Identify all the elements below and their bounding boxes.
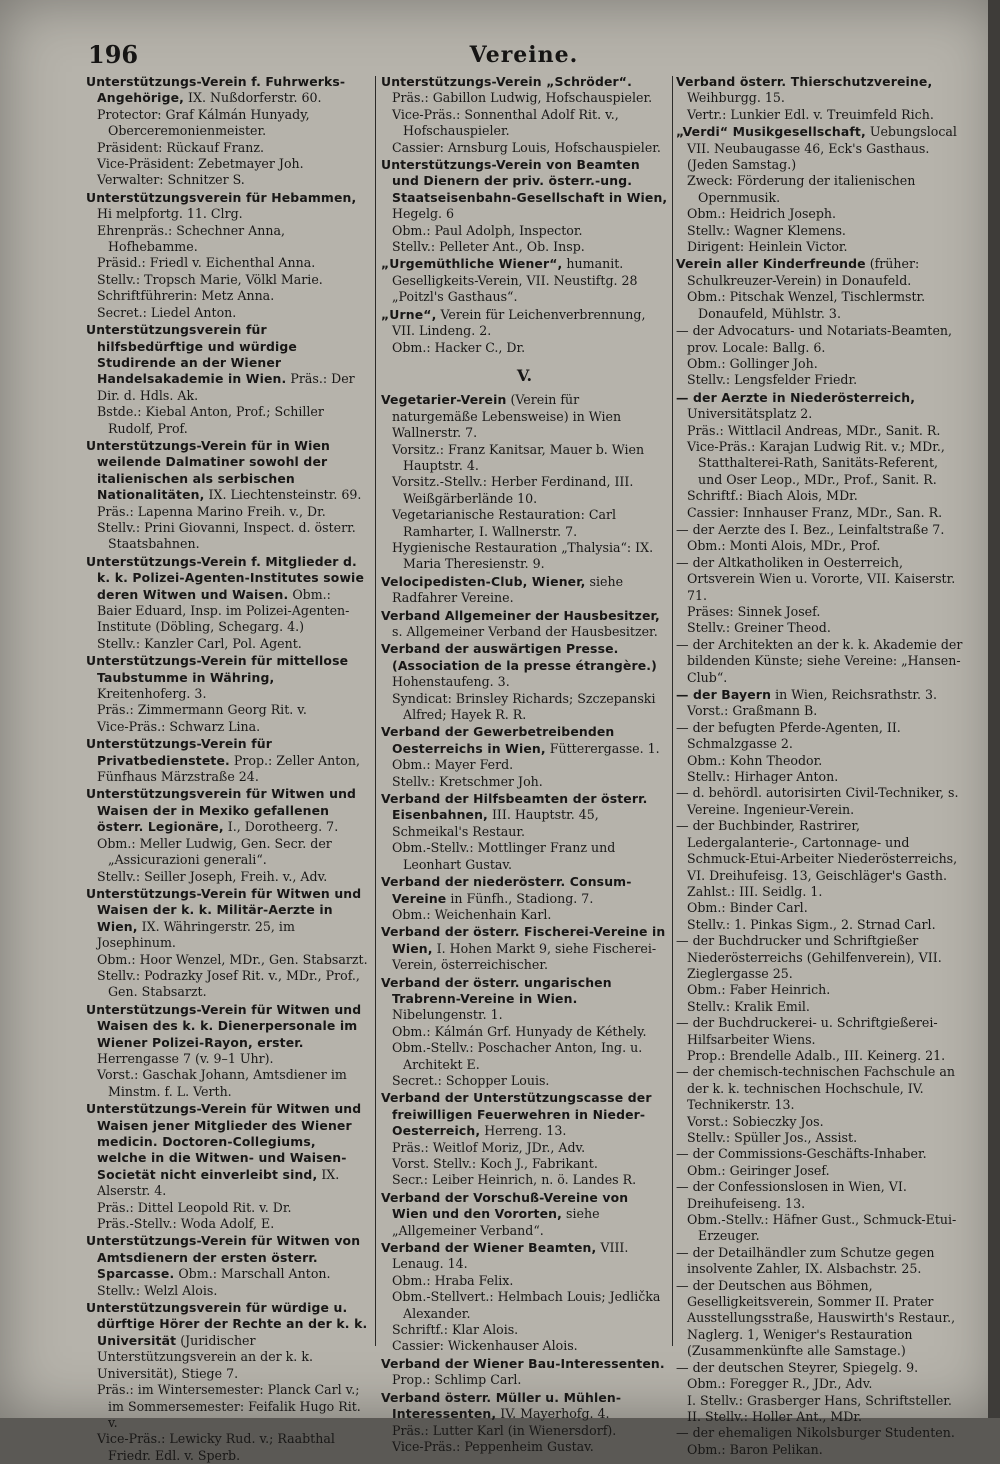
entry-line: Obm.: Foregger R., JDr., Adv. (687, 1376, 873, 1392)
entry-line: — der Confessionslosen in Wien, VI. Dreihufeiseng. 13. (676, 1179, 907, 1211)
entry-first-line (676, 390, 964, 423)
entry-line: Obm.: Meller Ludwig, Gen. Secr. der „Assicurazioni generali“. (97, 835, 332, 868)
entry-line: Fütterergasse. 1. (549, 740, 660, 756)
entry-line: — der chemisch-technischen Fachschule an der k. k. technischen Hochschule, IV. Technikerstr. 13. (676, 1064, 956, 1113)
entry-line: Präs.: Weitlof Moriz, JDr., Adv. (392, 1139, 586, 1155)
entry-line: Obm.: Hoor Wenzel, MDr., Gen. Stabsarzt. (97, 951, 368, 967)
entry-line: Stellv.: Wagner Klemens. (687, 222, 846, 238)
entry-line: IX. Währingerstr. 25, im Josephinum. (97, 918, 295, 951)
entry-line: Obm.: Pitschak Wenzel, Tischlermstr. Donaufeld, Mühlstr. 3. (687, 289, 926, 321)
entry-title: Vegetarier-Verein (381, 392, 507, 408)
entry-line: Weihburgg. 15. (687, 90, 785, 106)
directory-entry (86, 1233, 369, 1299)
entry-line: Präs.: Zimmermann Georg Rit. v. (97, 702, 307, 718)
entry-title: Unterstützungs-Verein „Schröder“. (381, 74, 632, 89)
entry-line: IX. Nußdorferstr. 60. (188, 90, 322, 106)
entry-title: Verband der Vorschuß-Vereine von Wien und den Vororten, (381, 1189, 629, 1222)
entry-line: Ehrenpräs.: Schechner Anna, Hofhebamme. (97, 222, 286, 255)
entry-first-line (381, 157, 668, 223)
entry-line: — der Commissions-Geschäfts-Inhaber. (676, 1146, 927, 1162)
directory-entry (381, 791, 668, 873)
text-column-3 (676, 74, 964, 1457)
entry-line: Obm.-Stellv.: Häfner Gust., Schmuck-Etui-Erzeuger. (687, 1212, 957, 1244)
entry-line: (Verein für naturgemäße Lebensweise) in Wien Wallnerstr. 7. (392, 392, 622, 441)
entry-line: Nibelungenstr. 1. (392, 1007, 503, 1023)
entry-line: Vorst.: Sobieczky Jos. (687, 1113, 824, 1129)
entry-line: Obm.: Baron Pelikan. (687, 1441, 823, 1457)
entry-line: Herrengasse 7 (v. 9–1 Uhr). (97, 1050, 274, 1066)
directory-entry (381, 1090, 668, 1188)
entry-title: Verband der Wiener Bau-Interessenten. (381, 1355, 665, 1371)
entry-line: (Juridischer Unterstützungsverein an der k. k. Universität), Stiege 7. (97, 1332, 313, 1381)
entry-line: Vegetarianische Restauration: Carl Ramharter, I. Wallnerstr. 7. (392, 507, 617, 539)
entry-line: Vorsitz.-Stellv.: Herber Ferdinand, III. Weißgärberlände 10. (392, 474, 634, 506)
column-rule (375, 76, 376, 1346)
entry-line: Präses: Sinnek Josef. (687, 604, 821, 619)
entry-line: Stellv.: Welzl Alois. (97, 1282, 218, 1298)
entry-line: Obm.-Stellv.: Poschacher Anton, Ing. u. Architekt E. (392, 1040, 643, 1072)
entry-line: Präs.: Gabillon Ludwig, Hofschauspieler. (392, 90, 653, 106)
entry-title: Velocipedisten-Club, Wiener, (381, 573, 586, 589)
entry-line: Präs.-Stellv.: Woda Adolf, E. (97, 1216, 275, 1232)
entry-first-line (86, 554, 369, 636)
entry-first-line (381, 256, 668, 305)
directory-entry (676, 256, 964, 322)
directory-entry (86, 190, 369, 321)
entry-line: Secret.: Liedel Anton. (97, 304, 237, 320)
entry-first-line (381, 1356, 668, 1389)
directory-entry (381, 608, 668, 641)
page-header (88, 38, 960, 68)
directory-entry (381, 1356, 668, 1389)
entry-title: „Urne“, (381, 306, 437, 322)
entry-line: Stellv.: Hirhager Anton. (687, 769, 839, 785)
directory-entry (381, 157, 668, 255)
page-number: 196 (88, 40, 139, 69)
entry-first-line (86, 1300, 369, 1382)
entry-line: Vorsitz.: Franz Kanitsar, Mauer b. Wien Hauptstr. 4. (392, 441, 645, 473)
entry-line: Stellv.: Seiller Joseph, Freih. v., Adv. (97, 868, 328, 884)
entry-line: Verwalter: Schnitzer S. (97, 172, 245, 188)
entry-line: Vorst. Stellv.: Koch J., Fabrikant. (392, 1156, 598, 1171)
directory-entry (86, 1300, 369, 1464)
entry-title: Unterstützungs-Verein f. Fuhrwerks-Angehörige, (86, 74, 346, 106)
entry-first-line (381, 608, 668, 641)
entry-line: (früher: Schulkreuzer-Verein) in Donaufeld. (687, 256, 920, 288)
entry-line: Protector: Graf Kálmán Hunyady, Oberceremonienmeister. (97, 106, 310, 139)
directory-entry (381, 256, 668, 305)
entry-line: Obm.: Mayer Ferd. (392, 757, 514, 773)
entry-first-line (381, 724, 668, 757)
entry-line: Obm.: Weichenhain Karl. (392, 906, 552, 922)
entry-line: Obm.: Kálmán Grf. Hunyady de Kéthely. (392, 1023, 647, 1039)
entry-line: Universitätsplatz 2. (687, 406, 813, 422)
entry-line: Herreng. 13. (484, 1123, 567, 1139)
directory-entry (676, 390, 964, 521)
entry-line: Bstde.: Kiebal Anton, Prof.; Schiller Rudolf, Prof. (97, 404, 324, 436)
entry-line: Obm.: Monti Alois, MDr., Prof. (687, 538, 881, 554)
entry-line: Obm.: Marschall Anton. (178, 1266, 331, 1282)
entry-line: siehe „Allgemeiner Verband“. (392, 1206, 600, 1238)
entry-line: in Fünfh., Stadiong. 7. (450, 890, 594, 906)
entry-title: Unterstützungs-Verein für mittellose Taubstumme in Währing, (86, 653, 349, 685)
entry-line: Cassier: Arnsburg Louis, Hofschauspieler. (392, 139, 661, 155)
entry-line: Stellv.: Kretschmer Joh. (392, 773, 543, 789)
entry-line: s. Allgemeiner Verband der Hausbesitzer. (392, 624, 658, 639)
entry-line: Obm.: Binder Carl. (687, 900, 808, 916)
entry-line: IX. Alserstr. 4. (97, 1166, 340, 1199)
entry-line: humanit. Geselligkeits-Verein, VII. Neustiftg. 28 „Poitzl's Gasthaus“. (392, 256, 638, 305)
entry-line: Vorst.: Gaschak Johann, Amtsdiener im Minstm. f. L. Verth. (97, 1067, 347, 1099)
entry-line: Präsident: Rückauf Franz. (97, 139, 265, 155)
entry-first-line (676, 256, 964, 289)
entry-line: Stellv.: Pelleter Ant., Ob. Insp. (392, 239, 585, 255)
entry-line: — der Architekten an der k. k. Akademie der bildenden Künste; siehe Vereine: „Hansen-Club“. (676, 636, 963, 685)
entry-line: Obm.: Gollinger Joh. (687, 355, 818, 371)
entry-line: Zweck: Förderung der italienischen Opernmusik. (687, 173, 916, 205)
entry-title: Verein aller Kinderfreunde (676, 256, 866, 272)
entry-first-line (676, 74, 964, 107)
entry-line: Vertr.: Lunkier Edl. v. Treuimfeld Rich. (687, 106, 934, 122)
entry-title: Verband der niederösterr. Consum-Vereine (381, 874, 632, 906)
entry-line: Hi melpfortg. 11. Clrg. (97, 206, 243, 222)
entry-line: Stellv.: Lengsfelder Friedr. (687, 372, 858, 388)
entry-first-line (86, 74, 369, 107)
directory-entry (676, 522, 964, 686)
entry-line: Obm.-Stellv.: Mottlinger Franz und Leonhart Gustav. (392, 840, 616, 872)
directory-entry (86, 438, 369, 553)
entry-first-line (676, 124, 964, 173)
entry-title: — der Bayern (676, 687, 772, 703)
entry-title: Unterstützungs-Verein für Witwen und Waisen des k. k. Dienerpersonale im Wiener Polizei-Rayon, erster. (86, 1001, 362, 1050)
entry-line: I., Dorotheerg. 7. (227, 819, 339, 835)
entry-title: „Verdi“ Musikgesellschaft, (676, 124, 866, 140)
entry-line: Secr.: Leiber Heinrich, n. ö. Landes R. (392, 1172, 637, 1188)
entry-title: Verband der österr. Fischerei-Vereine in Wien, (381, 924, 666, 956)
entry-first-line (86, 190, 369, 223)
directory-entry (86, 1002, 369, 1100)
entry-first-line (381, 874, 668, 907)
entry-first-line (381, 1390, 668, 1423)
directory-entry (86, 653, 369, 735)
entry-line: siehe Radfahrer Vereine. (392, 573, 624, 606)
entry-line: — der Deutschen aus Böhmen, Geselligkeitsverein, Sommer II. Prater Ausstellungsstraße, Hauswirth's Restaur., Naglerg. 1, Weniger's Restauration (Zusammenkünfte alle Samstage.) (676, 1277, 956, 1359)
entry-line: Präs.: Wittlacil Andreas, MDr., Sanit. R. (687, 422, 941, 438)
entry-line: — d. behördl. autorisirten Civil-Techniker, s. Vereine. Ingenieur-Verein. (676, 785, 959, 817)
entry-first-line (381, 641, 668, 690)
entry-line: — der ehemaligen Nikolsburger Studenten. (676, 1425, 955, 1441)
section-letter: V. (516, 365, 533, 385)
entry-title: Unterstützungs-Verein für Witwen von Amtsdienern der ersten österr. Sparcasse. (86, 1233, 361, 1282)
entry-line: Stellv.: Kanzler Carl, Pol. Agent. (97, 635, 302, 651)
directory-entry (86, 736, 369, 785)
entry-line: Obm.: Hacker C., Dr. (392, 339, 526, 355)
entry-title: Verband österr. Müller u. Mühlen-Interessenten, (381, 1389, 622, 1422)
entry-line: Prop.: Brendelle Adalb., III. Keinerg. 21. (687, 1047, 946, 1063)
entry-line: Stellv.: 1. Pinkas Sigm., 2. Strnad Carl. (687, 916, 936, 932)
entry-line: I. Hohen Markt 9, siehe Fischerei-Verein, österreichischer. (392, 940, 657, 973)
entry-line: Syndicat: Brinsley Richards; Szczepanski Alfred; Hayek R. R. (392, 690, 656, 723)
entry-first-line (381, 924, 668, 973)
entry-line: Schriftf.: Klar Alois. (392, 1322, 519, 1338)
entry-line: I. Stellv.: Grasberger Hans, Schriftsteller. (687, 1392, 952, 1408)
entry-line: Vice-Präs.: Sonnenthal Adolf Rit. v., Hofschauspieler. (392, 106, 619, 139)
directory-entry (676, 687, 964, 1458)
entry-line: Prop.: Zeller Anton, Fünfhaus Märzstraße 24. (97, 752, 360, 785)
entry-first-line (86, 438, 369, 504)
entry-title: Verband österr. Thierschutzvereine, (676, 74, 933, 89)
directory-entry (381, 874, 668, 923)
entry-line: Hohenstaufeng. 3. (392, 674, 510, 690)
entry-line: Hegelg. 6 (392, 206, 455, 222)
directory-entry (676, 323, 964, 389)
entry-line: — der deutschen Steyrer, Spiegelg. 9. (676, 1359, 919, 1375)
entry-line: Cassier: Innhauser Franz, MDr., San. R. (687, 504, 943, 520)
entry-line: Präs.: im Wintersemester: Planck Carl v.; im Sommersemester: Feifalik Hugo Rit. v. (97, 1382, 361, 1430)
running-title: Vereine. (469, 42, 579, 68)
entry-line: Stellv.: Spüller Jos., Assist. (687, 1130, 858, 1145)
entry-first-line (86, 786, 369, 835)
entry-title: Verband der österr. ungarischen Trabrenn-Vereine in Wien. (381, 974, 612, 1006)
entry-first-line (86, 886, 369, 952)
entry-line: III. Hauptstr. 45, Schmeikal's Restaur. (392, 807, 599, 839)
column-rule (672, 76, 673, 1346)
entry-line: Obm.-Stellvert.: Helmbach Louis; Jedlička Alexander. (392, 1289, 661, 1321)
directory-entry (86, 786, 369, 884)
directory-entry (86, 1101, 369, 1232)
entry-title: Unterstützungsverein für würdige u. dürftige Hörer der Rechte an der k. k. Universität (86, 1300, 368, 1348)
directory-entry (676, 74, 964, 123)
entry-line: II. Stellv.: Holler Ant., MDr. (687, 1408, 863, 1424)
directory-entry (381, 74, 668, 156)
directory-entry (381, 1390, 668, 1456)
entry-title: Unterstützungsverein für Witwen und Waisen der in Mexiko gefallenen österr. Legionäre, (86, 786, 357, 835)
directory-entry (676, 124, 964, 255)
entry-title: Unterstützungs-Verein für in Wien weilende Dalmatiner sowohl der italienischen als serbischen Nationalitäten, (86, 437, 331, 503)
entry-line: Vorst.: Graßmann B. (687, 703, 818, 719)
entry-line: Secret.: Schopper Louis. (392, 1072, 550, 1088)
entry-line: Obm.: Kohn Theodor. (687, 752, 823, 768)
entry-title: Unterstützungs-Verein für Witwen und Waisen der k. k. Militär-Aerzte in Wien, (86, 885, 362, 934)
entry-line: Vice-Präs.: Schwarz Lina. (97, 718, 261, 734)
entry-first-line (381, 791, 668, 840)
entry-line: IV. Mayerhofg. 4. (500, 1406, 610, 1422)
entry-title: Verband der Unterstützungscasse der freiwilligen Feuerwehren in Nieder-Oesterreich, (381, 1090, 652, 1139)
entry-first-line (86, 653, 369, 702)
entry-first-line (381, 574, 668, 607)
entry-line: Stellv.: Podrazky Josef Rit. v., MDr., Prof., Gen. Stabsarzt. (97, 967, 360, 1000)
entry-first-line (86, 322, 369, 404)
entry-first-line (381, 1190, 668, 1239)
entry-line: — der Altkatholiken in Oesterreich, Ortsverein Wien u. Vororte, VII. Kaiserstr. 71. (676, 554, 956, 603)
entry-first-line (381, 74, 668, 107)
directory-entry (381, 641, 668, 723)
entry-line: Stellv.: Tropsch Marie, Völkl Marie. (97, 271, 323, 287)
entry-first-line (86, 1002, 369, 1068)
entry-line: Obm.: Faber Heinrich. (687, 982, 831, 998)
entry-title: Verband der Wiener Beamten, (381, 1240, 597, 1256)
directory-entry (86, 322, 369, 437)
entry-line: Dirigent: Heinlein Victor. (687, 239, 848, 255)
entry-line: Verein für Leichenverbrennung, VII. Lindeng. 2. (392, 306, 646, 339)
entry-line: Cassier: Wickenhauser Alois. (392, 1338, 578, 1354)
entry-line: — der Aerzte des I. Bez., Leinfaltstraße 7. (676, 521, 945, 537)
entry-first-line (381, 307, 668, 340)
entry-line: Vice-Präsident: Zebetmayer Joh. (97, 156, 304, 172)
directory-entry (381, 307, 668, 356)
entry-line: Stellv.: Kralik Emil. (687, 998, 810, 1014)
entry-line: Obm.: Baier Eduard, Insp. im Polizei-Agenten-Institute (Döbling, Schegarg. 4.) (97, 586, 350, 635)
directory-entry (86, 886, 369, 1001)
entry-line: Vice-Präs.: Karajan Ludwig Rit. v.; MDr., Statthalterei-Rath, Sanitäts-Referent, und Oser Leop., MDr., Prof., Sanit. R. (687, 438, 945, 487)
entry-line: — der Buchdrucker und Schriftgießer Niederösterreichs (Gehilfenverein), VII. Zieglergasse 25. (676, 933, 942, 981)
entry-line: — der Advocaturs- und Notariats-Beamten, prov. Locale: Ballg. 6. (676, 323, 953, 355)
entry-line: — der Detailhändler zum Schutze gegen insolvente Zahler, IX. Alsbachstr. 25. (676, 1244, 935, 1277)
entry-line: Stellv.: Prini Giovanni, Inspect. d. österr. Staatsbahnen. (97, 519, 356, 552)
entry-title: Unterstützungsverein für Hebammen, (86, 189, 357, 205)
entry-title: — der Aerzte in Niederösterreich, (676, 389, 916, 405)
directory-entry (86, 74, 369, 189)
entry-title: Unterstützungs-Verein für Witwen und Waisen jener Mitglieder des Wiener medicin. Doctoren-Collegiums, welche in die Witwen- und Waisen-Societät nicht einverleibt sind, (86, 1101, 362, 1182)
entry-first-line (86, 1101, 369, 1199)
entry-line: Obm.: Heidrich Joseph. (687, 206, 837, 222)
page-edge-shadow (988, 0, 1000, 1418)
entry-line: Vice-Präs.: Lewicky Rud. v.; Raabthal Friedr. Edl. v. Sperb. (97, 1431, 335, 1463)
entry-line: Präs.: Lutter Karl (in Wienersdorf). (392, 1422, 617, 1438)
entry-first-line (381, 1090, 668, 1139)
entry-line: Kreitenhoferg. 3. (97, 686, 207, 702)
entry-line: Präs.: Der Dir. d. Hdls. Ak. (97, 371, 355, 403)
entry-first-line (381, 1240, 668, 1273)
entry-first-line (86, 736, 369, 785)
entry-line: Obm.: Paul Adolph, Inspector. (392, 222, 583, 238)
directory-entry (381, 724, 668, 790)
directory-entry (381, 1190, 668, 1239)
entry-line: Schriftführerin: Metz Anna. (97, 288, 275, 304)
entry-title: „Urgemüthliche Wiener“, (381, 256, 563, 272)
entry-title: Unterstützungs-Verein von Beamten und Dienern der priv. österr.-ung. Staatseisenbahn-Gesellschaft in Wien, (381, 157, 668, 205)
directory-entry (86, 554, 369, 652)
entry-line: Uebungslocal VII. Neubaugasse 46, Eck's Gasthaus. (Jeden Samstag.) (687, 124, 957, 173)
entry-first-line (381, 392, 668, 441)
entry-line: Prop.: Schlimp Carl. (392, 1372, 522, 1388)
entry-title: Unterstützungs-Verein für Privatbedienstete. (86, 736, 272, 768)
directory-entry (381, 975, 668, 1090)
entry-first-line (676, 687, 964, 703)
entry-line: IX. Liechtensteinstr. 69. (208, 487, 362, 503)
directory-entry (381, 392, 668, 572)
entry-line: Vice-Präs.: Peppenheim Gustav. (392, 1438, 594, 1454)
entry-line: — der befugten Pferde-Agenten, II. Schmalzgasse 2. (676, 719, 901, 752)
entry-line: — der Buchdruckerei- u. Schriftgießerei-Hilfsarbeiter Wiens. (676, 1015, 938, 1047)
text-column-2 (381, 74, 668, 1454)
entry-line: Obm.: Geiringer Josef. (687, 1162, 830, 1178)
entry-title: Verband der Hilfsbeamten der österr. Eisenbahnen, (381, 791, 648, 823)
directory-entry (381, 1240, 668, 1355)
entry-line: Präsid.: Friedl v. Eichenthal Anna. (97, 255, 316, 271)
entry-title: Unterstützungsverein für hilfsbedürftige und würdige Studirende an der Wiener Handelsakademie in Wien. (86, 322, 297, 387)
entry-title: Unterstützungs-Verein f. Mitglieder d. k. k. Polizei-Agenten-Institutes sowie deren Witwen und Waisen. (86, 553, 365, 602)
entry-title: Verband Allgemeiner der Hausbesitzer, (381, 607, 660, 623)
entry-line: Präs.: Lapenna Marino Freih. v., Dr. (97, 503, 326, 519)
entry-line: Obm.: Hraba Felix. (392, 1272, 514, 1288)
text-column-1 (86, 74, 369, 1463)
entry-line: Schriftf.: Biach Alois, MDr. (687, 488, 858, 504)
entry-line: Präs.: Dittel Leopold Rit. v. Dr. (97, 1199, 292, 1215)
entry-line: — der Buchbinder, Rastrirer, Ledergalanterie-, Cartonnage- und Schmuck-Etui-Arbeiter Niederösterreichs, VI. Dreihufeisg. 13, Geischläger's Gasth. Zahlst.: III. Seidlg. 1. (676, 818, 958, 899)
entry-line: in Wien, Reichsrathstr. 3. (775, 687, 937, 703)
entry-line: VIII. Lenaug. 14. (392, 1240, 629, 1272)
entry-line: Hygienische Restauration „Thalysia“: IX. Maria Theresienstr. 9. (392, 539, 654, 572)
directory-entry (381, 574, 668, 607)
entry-title: Verband der auswärtigen Presse. (Association de la presse étrangère.) (381, 641, 657, 673)
directory-entry (381, 924, 668, 973)
entry-first-line (381, 975, 668, 1024)
entry-line: Stellv.: Greiner Theod. (687, 620, 831, 636)
entry-first-line (86, 1233, 369, 1282)
entry-title: Verband der Gewerbetreibenden Oesterreichs in Wien, (381, 724, 615, 756)
